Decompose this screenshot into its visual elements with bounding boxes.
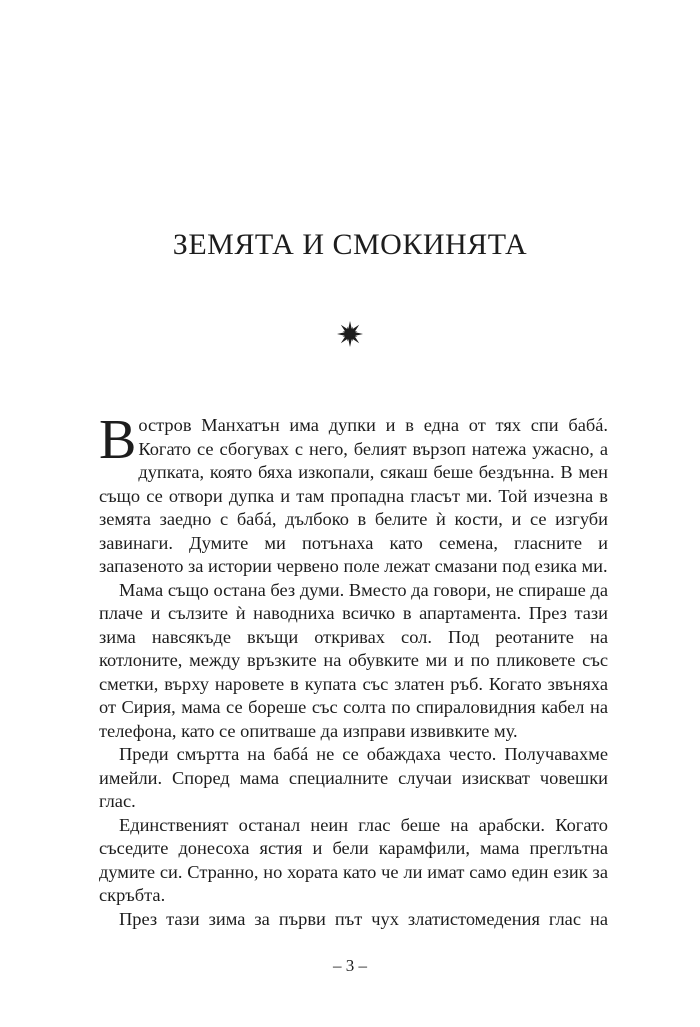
paragraph-3: Преди смъртта на бабá не се обаждаха често. Получавахме имейли. Според мама специалните случаи изискват човешки глас. [99,744,608,811]
drop-cap: В [99,409,137,471]
paragraph-4: Единственият останал неин глас беше на арабски. Когато съседите донесоха ястия и бели карамфили, мама преглътна думите си. Странно, но хората като че ли имат само един език за скръбта. [99,814,608,905]
paragraph-2: Мама също остана без думи. Вместо да говори, не спираше да плаче и сълзите ѝ наводниха всичко в апартамента. През тази зима навсякъде вкъщи откривах сол. Под реотаните на котлоните, между връзките на обувките ми и по пликовете със сметки, върху наровете в купата със златен ръб. Когато звъняха от Сирия, мама се бореше със солта по спираловидния кабел на телефона, като се опитваше да изправи извивките му. [99,579,608,741]
paragraph-1 [99,409,608,579]
starburst-ornament-icon [334,318,366,350]
chapter-title: ЗЕМЯТА И СМОКИНЯТА [172,228,528,261]
page-number: – 3 – [333,956,367,975]
chapter-body [99,409,608,931]
paragraph-5: През тази зима за първи път чух златистомедения глас на [119,908,608,929]
paragraph-1-text: остров Манхатън има дупки и в една от тях спи бабá. Когато се сбогувах с него, белият вързоп натежа ужасно, а дупката, която бяха изкопали, сякаш беше бездънна. В мен също се отвори дупка и там пропадна гласът ми. Той изчезна в земята заедно с бабá, дълбоко в белите ѝ кости, и се изгуби завинаги. Думите ми потънаха като семена, гласните и запазеното за истории червено поле лежат смазани под езика ми. [99,415,608,576]
